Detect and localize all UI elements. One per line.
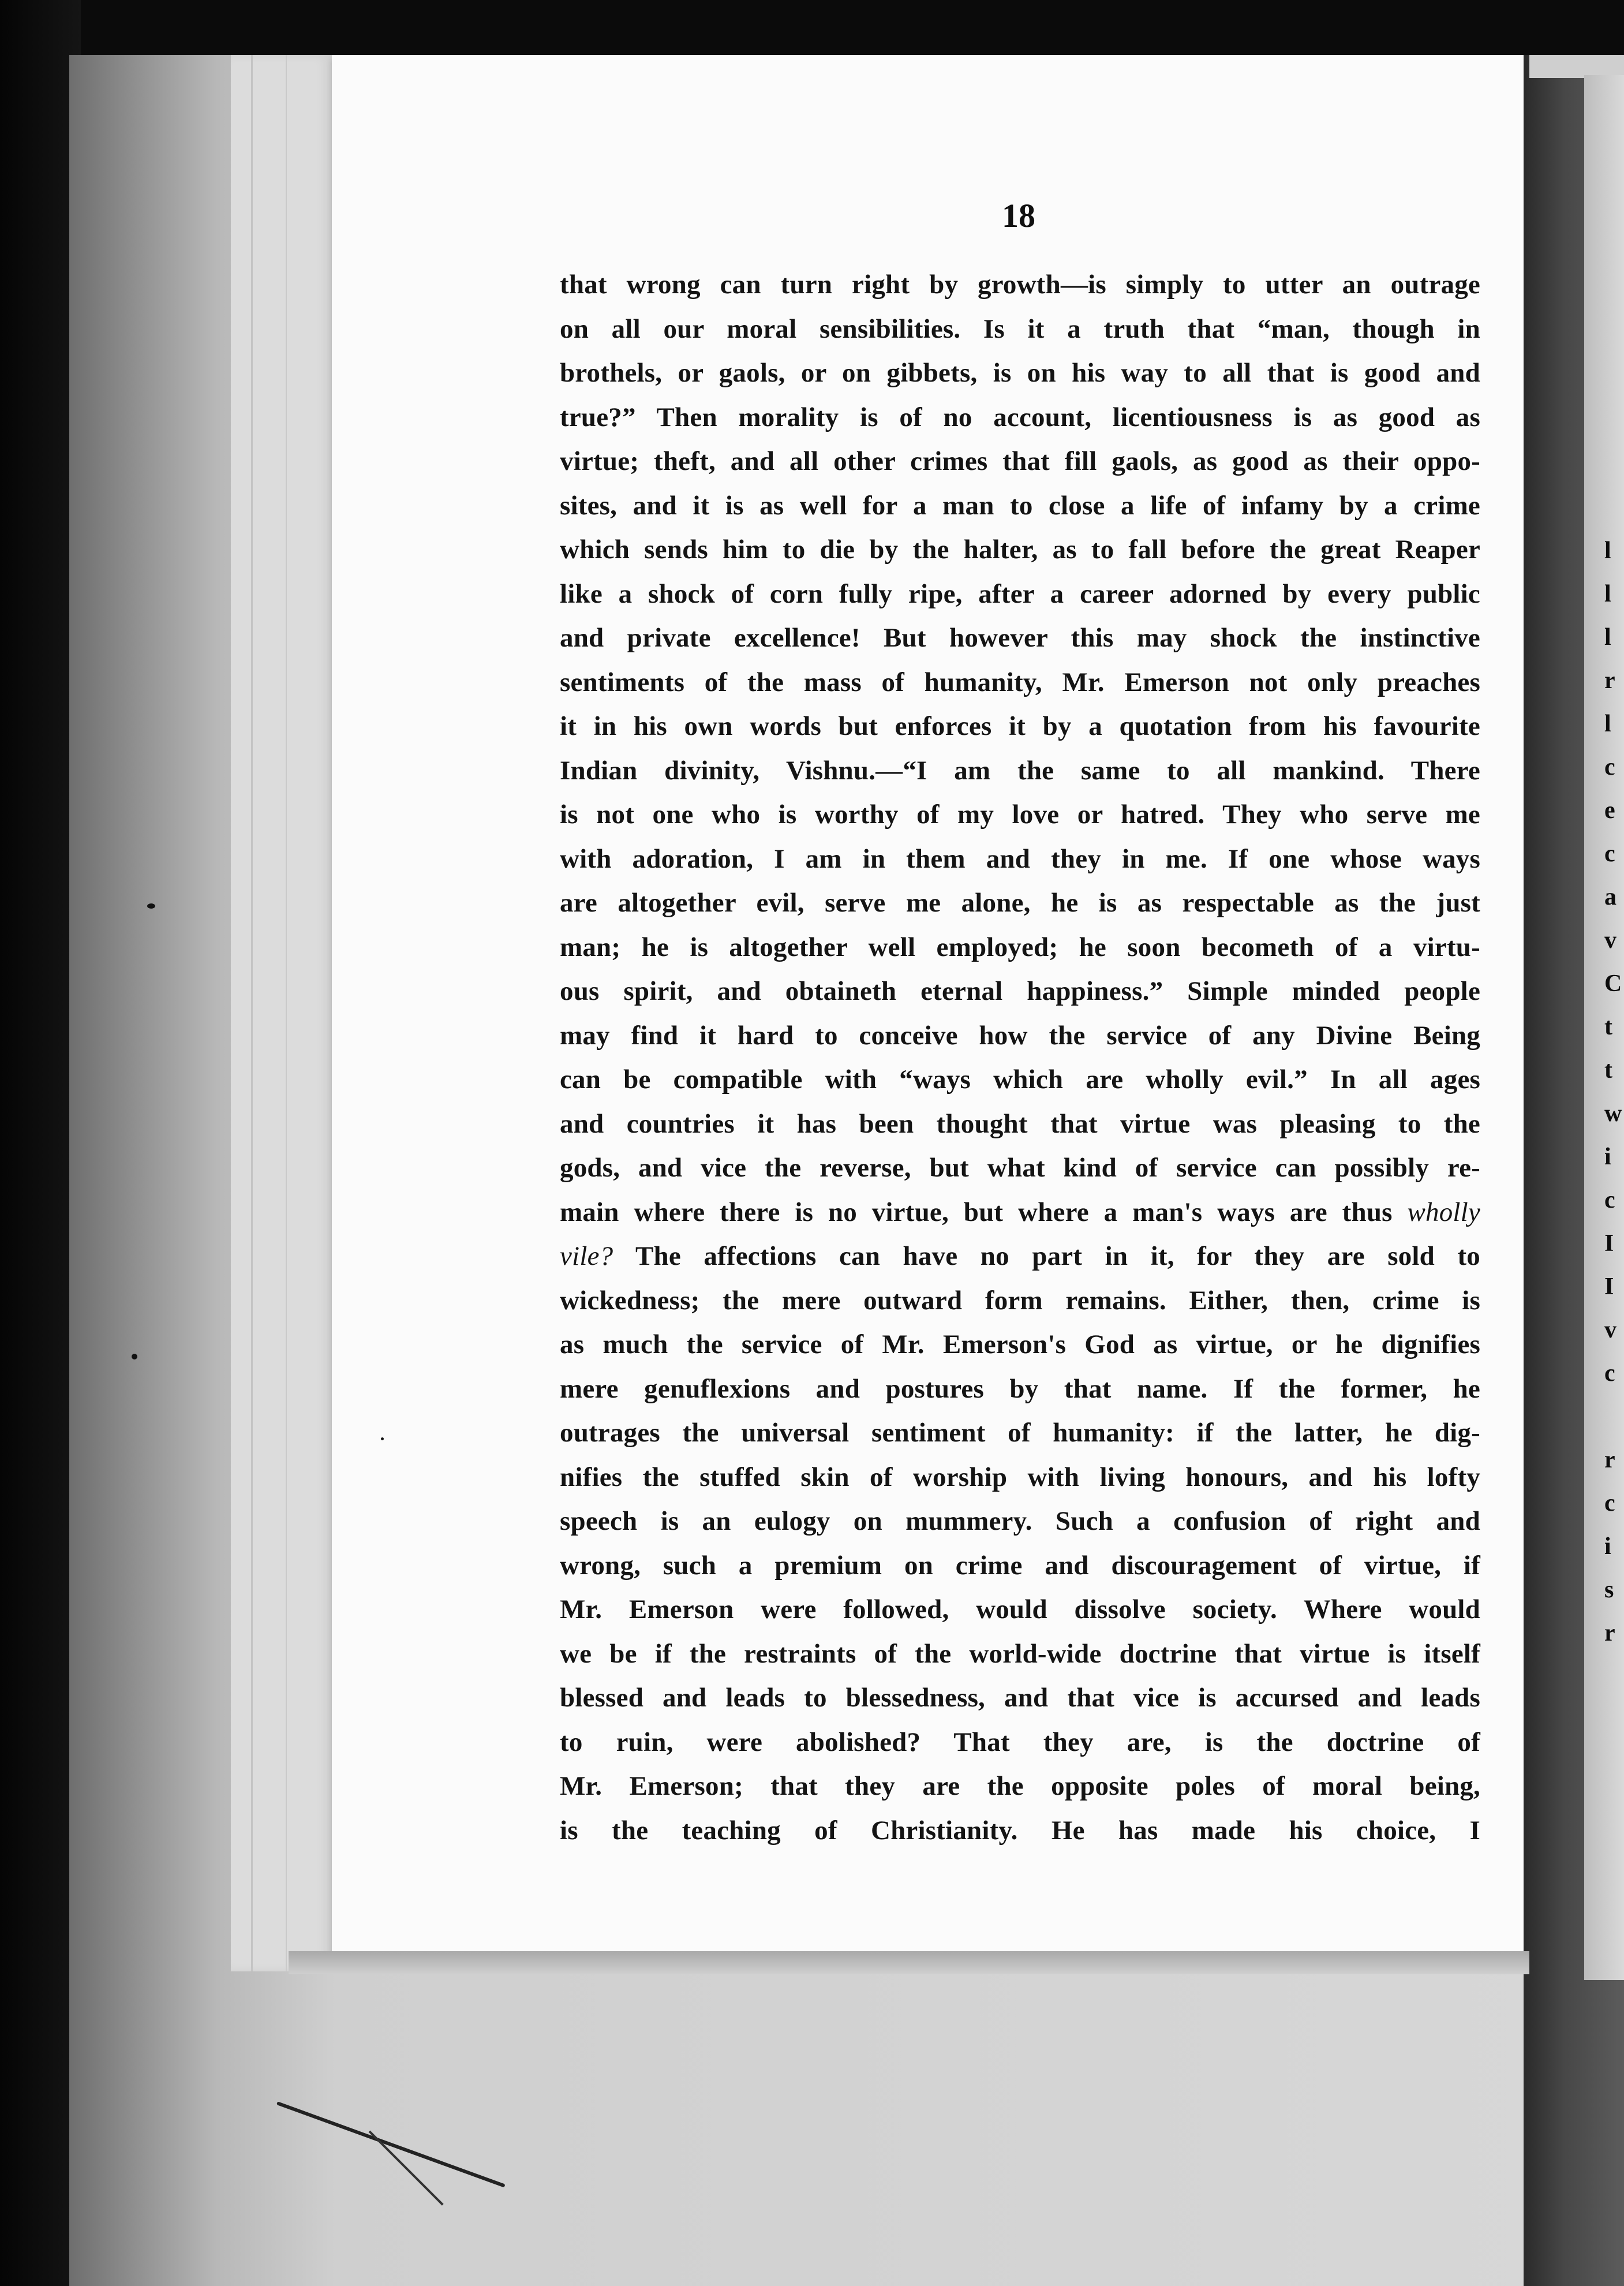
- text-line: is the teaching of Christianity. He has made his choice, I: [560, 1815, 1480, 1846]
- next-page-letter: t: [1604, 1014, 1612, 1040]
- next-page-letter: c: [1604, 1490, 1615, 1516]
- text-line: may find it hard to conceive how the service of any Divine Being: [560, 1020, 1480, 1051]
- text-line: to ruin, were abolished? That they are, is the doctrine of: [560, 1727, 1480, 1757]
- text-line: outrages the universal sentiment of humanity: if the latter, he dig-: [560, 1418, 1480, 1448]
- next-page-letter: r: [1604, 1620, 1615, 1646]
- scan-left-edge: [0, 0, 81, 2286]
- text-line: on all our moral sensibilities. Is it a truth that “man, though in: [560, 313, 1480, 344]
- text-line: Indian divinity, Vishnu.—“I am the same to all mankind. There: [560, 755, 1480, 786]
- next-page-letter: l: [1604, 581, 1611, 607]
- text-line: which sends him to die by the halter, as to fall before the great Reaper: [560, 535, 1480, 565]
- text-line: true?” Then morality is of no account, licentiousness is as good as: [560, 402, 1480, 432]
- italic-word: wholly: [1407, 1197, 1480, 1227]
- page-bottom-shadow: [289, 1951, 1529, 1974]
- text-line: and private excellence! But however this may shock the instinctive: [560, 623, 1480, 653]
- text-line: that wrong can turn right by growth—is simply to utter an outrage: [560, 270, 1480, 300]
- next-page-letter: e: [1604, 797, 1615, 824]
- text-line: blessed and leads to blessedness, and that vice is accursed and leads: [560, 1683, 1480, 1713]
- text-line: wrong, such a premium on crime and discouragement of virtue, if: [560, 1550, 1480, 1581]
- next-page-letter: I: [1604, 1230, 1614, 1257]
- next-page-letter: C: [1604, 970, 1622, 997]
- page-number: 18: [1002, 197, 1035, 234]
- text-line: and countries it has been thought that virtue was pleasing to the: [560, 1108, 1480, 1139]
- text-line: ous spirit, and obtaineth eternal happiness.” Simple minded people: [560, 976, 1480, 1006]
- text-line: nifies the stuffed skin of worship with living honours, and his lofty: [560, 1462, 1480, 1492]
- next-page-letter: l: [1604, 624, 1611, 651]
- text-line: with adoration, I am in them and they in me. If one whose ways: [560, 843, 1480, 874]
- text-line: Mr. Emerson; that they are the opposite poles of moral being,: [560, 1771, 1480, 1801]
- next-page-letter: c: [1604, 754, 1615, 780]
- next-page-letter: s: [1604, 1577, 1614, 1603]
- text-line: sentiments of the mass of humanity, Mr. Emerson not only preaches: [560, 667, 1480, 697]
- text-line: brothels, or gaols, or on gibbets, is on his way to all that is good and: [560, 358, 1480, 388]
- next-page-letter: l: [1604, 711, 1611, 737]
- next-page-letter: c: [1604, 1187, 1615, 1213]
- text-line: wickedness; the mere outward form remains. Either, then, crime is: [560, 1285, 1480, 1316]
- text-line: Mr. Emerson were followed, would dissolve society. Where would: [560, 1594, 1480, 1624]
- text-line: we be if the restraints of the world-wide doctrine that virtue is itself: [560, 1638, 1480, 1669]
- margin-speck: [147, 903, 155, 909]
- right-edge-top: [1529, 55, 1624, 78]
- italic-word: vile?: [560, 1241, 613, 1271]
- next-page-letter: v: [1604, 1317, 1616, 1343]
- text-line: virtue; theft, and all other crimes that fill gaols, as good as their oppo-: [560, 446, 1480, 476]
- text-line: man; he is altogether well employed; he soon becometh of a virtu-: [560, 932, 1480, 962]
- next-page-letter: a: [1604, 884, 1616, 910]
- text-line: [560, 1234, 1480, 1279]
- next-page-letter: c: [1604, 841, 1615, 867]
- text-line: sites, and it is as well for a man to close a life of infamy by a crime: [560, 490, 1480, 521]
- next-page-letter: t: [1604, 1057, 1612, 1084]
- text-line: it in his own words but enforces it by a quotation from his favourite: [560, 711, 1480, 741]
- next-page-text-fragments: [1604, 537, 1624, 1865]
- text-line: can be compatible with “ways which are wholly evil.” In all ages: [560, 1064, 1480, 1095]
- next-page-letter: v: [1604, 927, 1616, 954]
- text-line: gods, and vice the reverse, but what kind of service can possibly re-: [560, 1153, 1480, 1183]
- next-page-letter: i: [1604, 1533, 1611, 1560]
- next-page-letter: r: [1604, 667, 1615, 694]
- text-line: like a shock of corn fully ripe, after a career adorned by every public: [560, 578, 1480, 609]
- text-segment: The affections can have no part in it, for they are sold to: [635, 1241, 1480, 1271]
- page-binding-margin: [231, 55, 334, 1971]
- next-page-letter: w: [1604, 1100, 1622, 1127]
- margin-speck: [381, 1437, 384, 1440]
- next-page-letter: l: [1604, 537, 1611, 564]
- next-page-letter: I: [1604, 1273, 1614, 1300]
- body-text: [560, 263, 1480, 1846]
- next-page-letter: r: [1604, 1447, 1615, 1473]
- text-line: is not one who is worthy of my love or hatred. They who serve me: [560, 800, 1480, 830]
- text-line: are altogether evil, serve me alone, he is as respectable as the just: [560, 888, 1480, 918]
- next-page-letter: c: [1604, 1360, 1615, 1387]
- text-line: speech is an eulogy on mummery. Such a confusion of right and: [560, 1506, 1480, 1536]
- margin-speck: [132, 1354, 137, 1359]
- text-line: mere genuflexions and postures by that name. If the former, he: [560, 1373, 1480, 1404]
- text-line: [560, 1190, 1480, 1235]
- text-line: as much the service of Mr. Emerson's God as virtue, or he dignifies: [560, 1329, 1480, 1359]
- next-page-letter: i: [1604, 1144, 1611, 1170]
- text-segment: main where there is no virtue, but where a man's ways are thus: [560, 1197, 1393, 1227]
